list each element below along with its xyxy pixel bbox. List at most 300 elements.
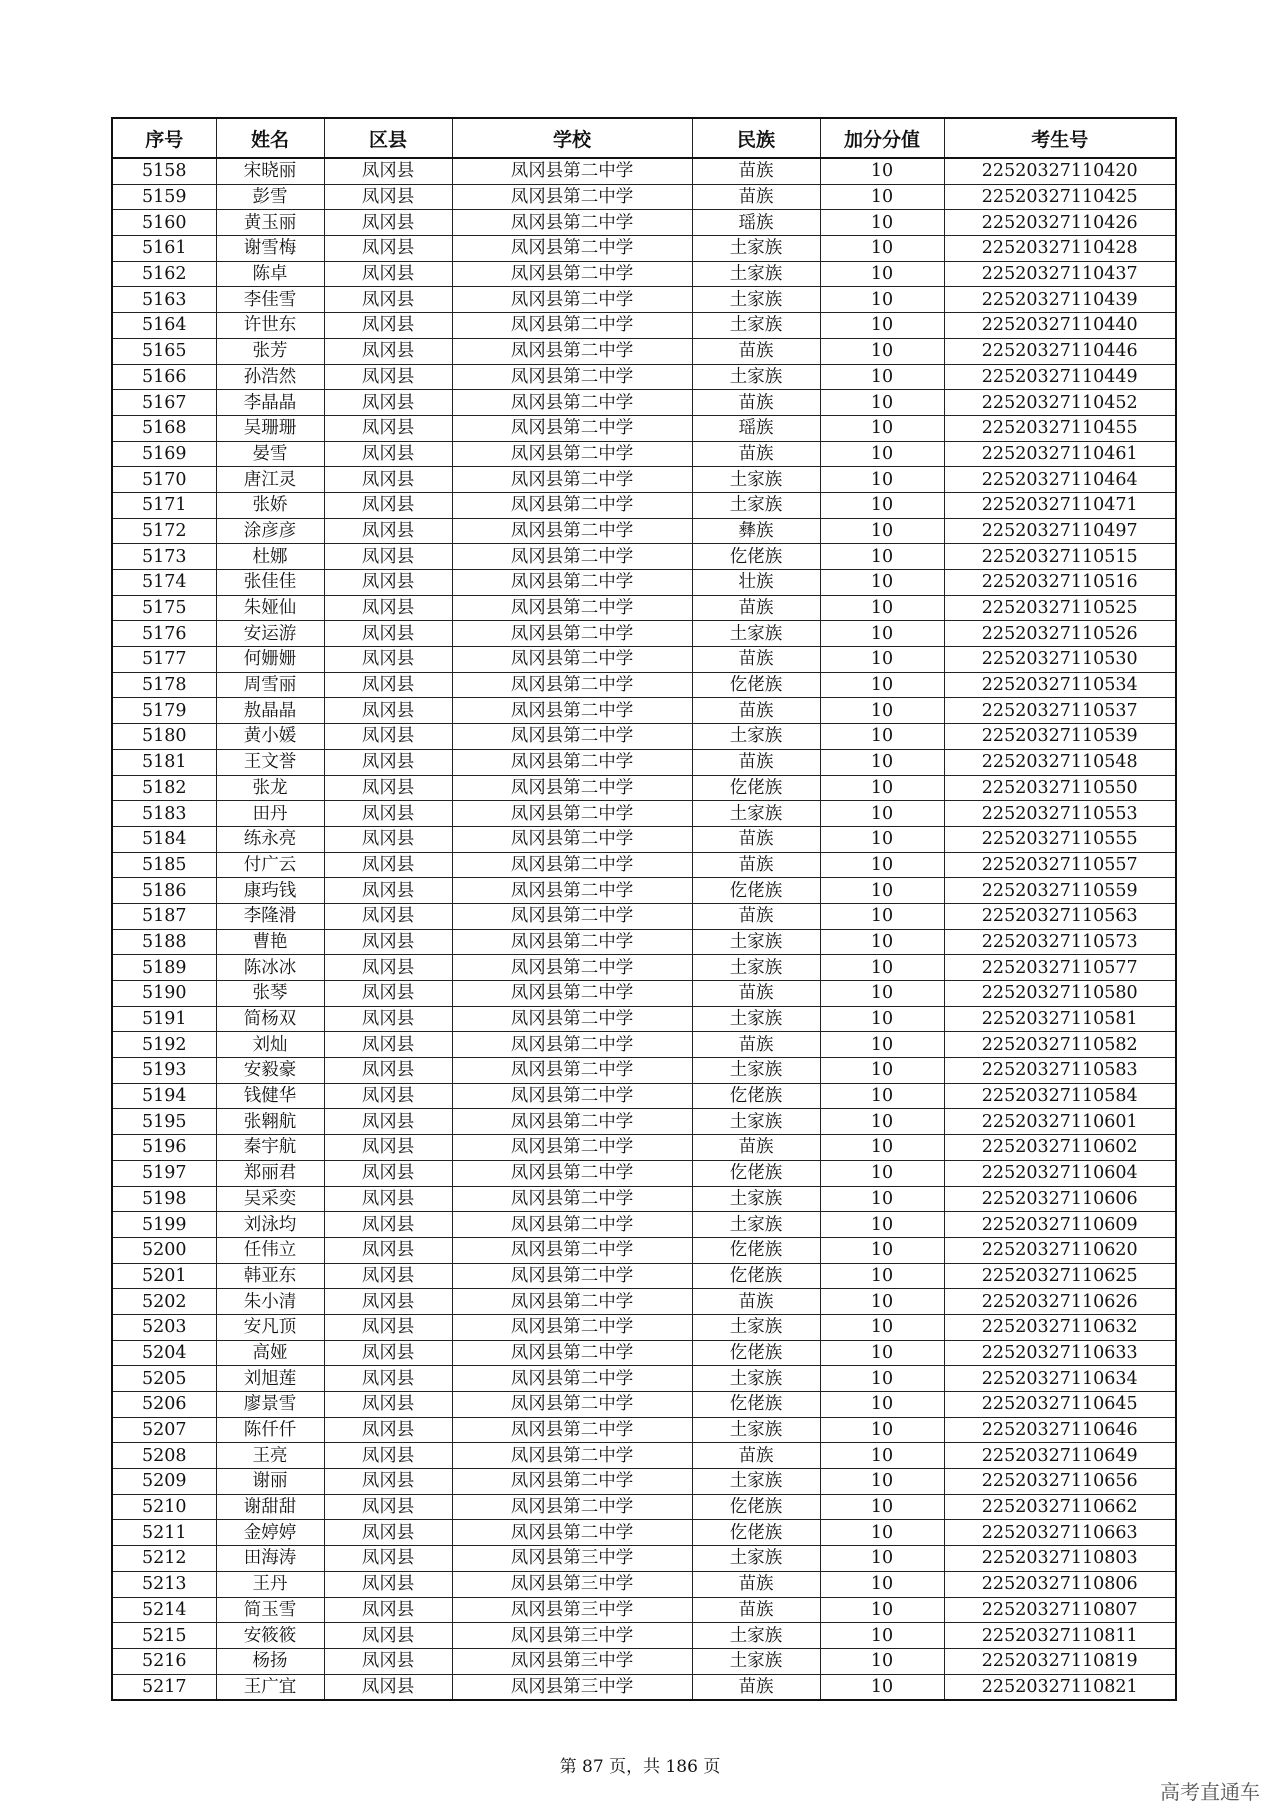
cell-candidate-id: 22520327110425	[944, 184, 1176, 210]
cell-bonus-points: 10	[820, 1520, 944, 1546]
cell-school: 凤冈县第二中学	[452, 236, 692, 262]
cell-candidate-id: 22520327110606	[944, 1186, 1176, 1212]
cell-index: 5166	[112, 364, 216, 390]
cell-bonus-points: 10	[820, 826, 944, 852]
cell-name: 任伟立	[216, 1237, 324, 1263]
cell-name: 曹艳	[216, 929, 324, 955]
cell-school: 凤冈县第二中学	[452, 390, 692, 416]
table-row	[112, 1417, 1176, 1443]
cell-index: 5169	[112, 441, 216, 467]
cell-index: 5204	[112, 1340, 216, 1366]
cell-ethnicity: 土家族	[692, 313, 820, 339]
cell-bonus-points: 10	[820, 390, 944, 416]
cell-index: 5201	[112, 1263, 216, 1289]
cell-school: 凤冈县第二中学	[452, 1520, 692, 1546]
cell-school: 凤冈县第二中学	[452, 775, 692, 801]
cell-county: 凤冈县	[324, 981, 452, 1007]
table-row	[112, 570, 1176, 596]
cell-candidate-id: 22520327110584	[944, 1083, 1176, 1109]
cell-index: 5190	[112, 981, 216, 1007]
cell-name: 王文誉	[216, 749, 324, 775]
cell-county: 凤冈县	[324, 1443, 452, 1469]
cell-candidate-id: 22520327110577	[944, 955, 1176, 981]
cell-school: 凤冈县第二中学	[452, 1160, 692, 1186]
cell-ethnicity: 土家族	[692, 929, 820, 955]
cell-school: 凤冈县第二中学	[452, 492, 692, 518]
cell-ethnicity: 苗族	[692, 441, 820, 467]
cell-school: 凤冈县第三中学	[452, 1648, 692, 1674]
cell-ethnicity: 仡佬族	[692, 1237, 820, 1263]
table-row	[112, 698, 1176, 724]
cell-county: 凤冈县	[324, 570, 452, 596]
cell-name: 练永亮	[216, 826, 324, 852]
cell-index: 5180	[112, 724, 216, 750]
cell-bonus-points: 10	[820, 621, 944, 647]
cell-candidate-id: 22520327110803	[944, 1546, 1176, 1572]
cell-candidate-id: 22520327110553	[944, 801, 1176, 827]
cell-school: 凤冈县第二中学	[452, 672, 692, 698]
cell-index: 5173	[112, 544, 216, 570]
cell-county: 凤冈县	[324, 236, 452, 262]
cell-name: 钱健华	[216, 1083, 324, 1109]
table-row	[112, 1366, 1176, 1392]
table-row	[112, 1058, 1176, 1084]
cell-bonus-points: 10	[820, 1648, 944, 1674]
cell-candidate-id: 22520327110449	[944, 364, 1176, 390]
cell-bonus-points: 10	[820, 1006, 944, 1032]
cell-ethnicity: 土家族	[692, 1546, 820, 1572]
cell-candidate-id: 22520327110620	[944, 1237, 1176, 1263]
cell-index: 5192	[112, 1032, 216, 1058]
cell-name: 刘旭莲	[216, 1366, 324, 1392]
cell-index: 5191	[112, 1006, 216, 1032]
cell-name: 张娇	[216, 492, 324, 518]
cell-candidate-id: 22520327110663	[944, 1520, 1176, 1546]
cell-county: 凤冈县	[324, 1289, 452, 1315]
cell-name: 张琴	[216, 981, 324, 1007]
cell-name: 李晶晶	[216, 390, 324, 416]
table-row	[112, 415, 1176, 441]
cell-bonus-points: 10	[820, 1597, 944, 1623]
cell-candidate-id: 22520327110609	[944, 1212, 1176, 1238]
cell-school: 凤冈县第二中学	[452, 1263, 692, 1289]
cell-bonus-points: 10	[820, 210, 944, 236]
cell-school: 凤冈县第二中学	[452, 441, 692, 467]
cell-index: 5159	[112, 184, 216, 210]
cell-bonus-points: 10	[820, 1494, 944, 1520]
cell-name: 晏雪	[216, 441, 324, 467]
table-row	[112, 338, 1176, 364]
cell-name: 秦宇航	[216, 1135, 324, 1161]
cell-school: 凤冈县第二中学	[452, 518, 692, 544]
cell-county: 凤冈县	[324, 749, 452, 775]
table-row	[112, 903, 1176, 929]
cell-ethnicity: 苗族	[692, 981, 820, 1007]
cell-name: 吴珊珊	[216, 415, 324, 441]
cell-candidate-id: 22520327110550	[944, 775, 1176, 801]
cell-index: 5217	[112, 1674, 216, 1700]
cell-candidate-id: 22520327110557	[944, 852, 1176, 878]
cell-school: 凤冈县第二中学	[452, 261, 692, 287]
cell-ethnicity: 苗族	[692, 647, 820, 673]
cell-index: 5196	[112, 1135, 216, 1161]
cell-school: 凤冈县第二中学	[452, 338, 692, 364]
cell-candidate-id: 22520327110437	[944, 261, 1176, 287]
table-row	[112, 749, 1176, 775]
cell-index: 5200	[112, 1237, 216, 1263]
cell-school: 凤冈县第二中学	[452, 570, 692, 596]
cell-name: 王丹	[216, 1571, 324, 1597]
table-row	[112, 1083, 1176, 1109]
table-row	[112, 1623, 1176, 1649]
cell-name: 谢甜甜	[216, 1494, 324, 1520]
cell-county: 凤冈县	[324, 852, 452, 878]
cell-county: 凤冈县	[324, 903, 452, 929]
header-bonus-points: 加分分值	[820, 118, 944, 158]
cell-school: 凤冈县第二中学	[452, 1443, 692, 1469]
cell-bonus-points: 10	[820, 184, 944, 210]
header-index: 序号	[112, 118, 216, 158]
cell-index: 5197	[112, 1160, 216, 1186]
cell-school: 凤冈县第二中学	[452, 1314, 692, 1340]
cell-index: 5178	[112, 672, 216, 698]
cell-county: 凤冈县	[324, 878, 452, 904]
cell-school: 凤冈县第二中学	[452, 364, 692, 390]
cell-school: 凤冈县第二中学	[452, 698, 692, 724]
cell-index: 5189	[112, 955, 216, 981]
page-number: 第 87 页，共 186 页	[559, 1757, 721, 1777]
cell-index: 5175	[112, 595, 216, 621]
cell-county: 凤冈县	[324, 492, 452, 518]
cell-index: 5176	[112, 621, 216, 647]
table-body	[112, 158, 1176, 1700]
cell-school: 凤冈县第二中学	[452, 1212, 692, 1238]
cell-county: 凤冈县	[324, 184, 452, 210]
cell-ethnicity: 苗族	[692, 158, 820, 184]
cell-name: 吴采奕	[216, 1186, 324, 1212]
cell-bonus-points: 10	[820, 1058, 944, 1084]
cell-index: 5172	[112, 518, 216, 544]
table-row	[112, 1597, 1176, 1623]
cell-name: 何姗姗	[216, 647, 324, 673]
cell-county: 凤冈县	[324, 1160, 452, 1186]
cell-candidate-id: 22520327110649	[944, 1443, 1176, 1469]
cell-county: 凤冈县	[324, 544, 452, 570]
cell-school: 凤冈县第二中学	[452, 210, 692, 236]
cell-index: 5210	[112, 1494, 216, 1520]
table-row	[112, 210, 1176, 236]
cell-bonus-points: 10	[820, 1032, 944, 1058]
cell-candidate-id: 22520327110645	[944, 1392, 1176, 1418]
cell-school: 凤冈县第二中学	[452, 415, 692, 441]
cell-bonus-points: 10	[820, 1443, 944, 1469]
cell-ethnicity: 苗族	[692, 1597, 820, 1623]
cell-bonus-points: 10	[820, 801, 944, 827]
cell-candidate-id: 22520327110548	[944, 749, 1176, 775]
cell-ethnicity: 苗族	[692, 1032, 820, 1058]
cell-bonus-points: 10	[820, 1160, 944, 1186]
cell-name: 张龙	[216, 775, 324, 801]
cell-index: 5183	[112, 801, 216, 827]
cell-ethnicity: 仡佬族	[692, 878, 820, 904]
cell-school: 凤冈县第二中学	[452, 1237, 692, 1263]
cell-name: 李佳雪	[216, 287, 324, 313]
cell-bonus-points: 10	[820, 236, 944, 262]
cell-ethnicity: 土家族	[692, 1623, 820, 1649]
cell-bonus-points: 10	[820, 1340, 944, 1366]
cell-candidate-id: 22520327110662	[944, 1494, 1176, 1520]
cell-ethnicity: 仡佬族	[692, 1160, 820, 1186]
cell-county: 凤冈县	[324, 595, 452, 621]
cell-index: 5179	[112, 698, 216, 724]
cell-county: 凤冈县	[324, 287, 452, 313]
cell-school: 凤冈县第二中学	[452, 595, 692, 621]
cell-index: 5163	[112, 287, 216, 313]
cell-ethnicity: 仡佬族	[692, 672, 820, 698]
cell-candidate-id: 22520327110625	[944, 1263, 1176, 1289]
cell-school: 凤冈县第三中学	[452, 1597, 692, 1623]
cell-county: 凤冈县	[324, 1366, 452, 1392]
cell-bonus-points: 10	[820, 878, 944, 904]
table-row	[112, 724, 1176, 750]
cell-county: 凤冈县	[324, 929, 452, 955]
cell-bonus-points: 10	[820, 1314, 944, 1340]
cell-ethnicity: 土家族	[692, 1469, 820, 1495]
cell-name: 孙浩然	[216, 364, 324, 390]
cell-bonus-points: 10	[820, 955, 944, 981]
cell-county: 凤冈县	[324, 518, 452, 544]
cell-name: 谢丽	[216, 1469, 324, 1495]
cell-bonus-points: 10	[820, 1546, 944, 1572]
cell-index: 5212	[112, 1546, 216, 1572]
cell-bonus-points: 10	[820, 1263, 944, 1289]
header-candidate-id: 考生号	[944, 118, 1176, 158]
cell-school: 凤冈县第二中学	[452, 1109, 692, 1135]
cell-ethnicity: 仡佬族	[692, 1392, 820, 1418]
cell-candidate-id: 22520327110601	[944, 1109, 1176, 1135]
cell-bonus-points: 10	[820, 595, 944, 621]
cell-index: 5207	[112, 1417, 216, 1443]
cell-ethnicity: 仡佬族	[692, 544, 820, 570]
cell-county: 凤冈县	[324, 1597, 452, 1623]
cell-name: 朱娅仙	[216, 595, 324, 621]
cell-index: 5208	[112, 1443, 216, 1469]
cell-name: 宋晓丽	[216, 158, 324, 184]
cell-bonus-points: 10	[820, 338, 944, 364]
cell-school: 凤冈县第二中学	[452, 467, 692, 493]
cell-ethnicity: 苗族	[692, 1674, 820, 1700]
cell-ethnicity: 苗族	[692, 1135, 820, 1161]
cell-name: 安毅豪	[216, 1058, 324, 1084]
cell-ethnicity: 苗族	[692, 852, 820, 878]
cell-ethnicity: 土家族	[692, 287, 820, 313]
cell-school: 凤冈县第二中学	[452, 955, 692, 981]
cell-school: 凤冈县第二中学	[452, 801, 692, 827]
cell-bonus-points: 10	[820, 852, 944, 878]
cell-county: 凤冈县	[324, 672, 452, 698]
table-row	[112, 621, 1176, 647]
cell-candidate-id: 22520327110471	[944, 492, 1176, 518]
table-row	[112, 518, 1176, 544]
cell-ethnicity: 土家族	[692, 1006, 820, 1032]
table-row	[112, 1006, 1176, 1032]
table-row	[112, 1571, 1176, 1597]
cell-candidate-id: 22520327110455	[944, 415, 1176, 441]
cell-county: 凤冈县	[324, 467, 452, 493]
cell-index: 5206	[112, 1392, 216, 1418]
cell-name: 简玉雪	[216, 1597, 324, 1623]
cell-index: 5202	[112, 1289, 216, 1315]
cell-name: 黄小媛	[216, 724, 324, 750]
cell-name: 王广宜	[216, 1674, 324, 1700]
cell-county: 凤冈县	[324, 261, 452, 287]
candidate-table	[111, 117, 1177, 1701]
cell-index: 5215	[112, 1623, 216, 1649]
cell-county: 凤冈县	[324, 441, 452, 467]
cell-index: 5199	[112, 1212, 216, 1238]
cell-bonus-points: 10	[820, 467, 944, 493]
cell-bonus-points: 10	[820, 724, 944, 750]
cell-bonus-points: 10	[820, 287, 944, 313]
cell-bonus-points: 10	[820, 929, 944, 955]
watermark: 高考直通车	[1160, 1780, 1260, 1804]
cell-county: 凤冈县	[324, 1006, 452, 1032]
cell-school: 凤冈县第二中学	[452, 878, 692, 904]
cell-name: 韩亚东	[216, 1263, 324, 1289]
cell-county: 凤冈县	[324, 1135, 452, 1161]
table-row	[112, 184, 1176, 210]
cell-candidate-id: 22520327110526	[944, 621, 1176, 647]
cell-school: 凤冈县第二中学	[452, 647, 692, 673]
table-row	[112, 929, 1176, 955]
cell-name: 张佳佳	[216, 570, 324, 596]
cell-school: 凤冈县第二中学	[452, 1366, 692, 1392]
cell-candidate-id: 22520327110537	[944, 698, 1176, 724]
cell-bonus-points: 10	[820, 749, 944, 775]
cell-ethnicity: 土家族	[692, 364, 820, 390]
cell-ethnicity: 苗族	[692, 698, 820, 724]
cell-candidate-id: 22520327110582	[944, 1032, 1176, 1058]
cell-school: 凤冈县第二中学	[452, 158, 692, 184]
cell-bonus-points: 10	[820, 544, 944, 570]
table-row	[112, 1135, 1176, 1161]
cell-index: 5214	[112, 1597, 216, 1623]
cell-name: 郑丽君	[216, 1160, 324, 1186]
cell-index: 5165	[112, 338, 216, 364]
cell-name: 付广云	[216, 852, 324, 878]
table-row	[112, 595, 1176, 621]
header-county: 区县	[324, 118, 452, 158]
cell-bonus-points: 10	[820, 261, 944, 287]
cell-candidate-id: 22520327110559	[944, 878, 1176, 904]
table-row	[112, 1648, 1176, 1674]
cell-candidate-id: 22520327110464	[944, 467, 1176, 493]
cell-name: 安凡顶	[216, 1314, 324, 1340]
cell-bonus-points: 10	[820, 981, 944, 1007]
cell-bonus-points: 10	[820, 1186, 944, 1212]
cell-name: 谢雪梅	[216, 236, 324, 262]
header-row	[112, 118, 1176, 158]
cell-name: 陈卓	[216, 261, 324, 287]
cell-candidate-id: 22520327110580	[944, 981, 1176, 1007]
cell-candidate-id: 22520327110530	[944, 647, 1176, 673]
cell-school: 凤冈县第二中学	[452, 287, 692, 313]
cell-county: 凤冈县	[324, 415, 452, 441]
cell-index: 5185	[112, 852, 216, 878]
cell-index: 5170	[112, 467, 216, 493]
table-row	[112, 852, 1176, 878]
cell-name: 高娅	[216, 1340, 324, 1366]
cell-school: 凤冈县第二中学	[452, 929, 692, 955]
cell-county: 凤冈县	[324, 1648, 452, 1674]
cell-school: 凤冈县第三中学	[452, 1546, 692, 1572]
cell-ethnicity: 苗族	[692, 903, 820, 929]
table-row	[112, 544, 1176, 570]
cell-candidate-id: 22520327110439	[944, 287, 1176, 313]
cell-school: 凤冈县第三中学	[452, 1623, 692, 1649]
cell-ethnicity: 仡佬族	[692, 1083, 820, 1109]
table-header	[112, 118, 1176, 158]
cell-index: 5162	[112, 261, 216, 287]
cell-ethnicity: 彝族	[692, 518, 820, 544]
cell-candidate-id: 22520327110821	[944, 1674, 1176, 1700]
cell-ethnicity: 苗族	[692, 1289, 820, 1315]
cell-county: 凤冈县	[324, 647, 452, 673]
cell-school: 凤冈县第二中学	[452, 621, 692, 647]
table-row	[112, 441, 1176, 467]
cell-bonus-points: 10	[820, 1135, 944, 1161]
cell-bonus-points: 10	[820, 492, 944, 518]
cell-ethnicity: 苗族	[692, 826, 820, 852]
cell-ethnicity: 土家族	[692, 955, 820, 981]
cell-county: 凤冈县	[324, 1520, 452, 1546]
table-row	[112, 1212, 1176, 1238]
cell-candidate-id: 22520327110497	[944, 518, 1176, 544]
table-row	[112, 1443, 1176, 1469]
cell-candidate-id: 22520327110426	[944, 210, 1176, 236]
cell-name: 敖晶晶	[216, 698, 324, 724]
cell-county: 凤冈县	[324, 364, 452, 390]
cell-county: 凤冈县	[324, 826, 452, 852]
cell-candidate-id: 22520327110461	[944, 441, 1176, 467]
table-row	[112, 261, 1176, 287]
cell-candidate-id: 22520327110515	[944, 544, 1176, 570]
header-name: 姓名	[216, 118, 324, 158]
table-row	[112, 1392, 1176, 1418]
cell-index: 5158	[112, 158, 216, 184]
cell-county: 凤冈县	[324, 1058, 452, 1084]
cell-index: 5168	[112, 415, 216, 441]
cell-candidate-id: 22520327110806	[944, 1571, 1176, 1597]
cell-index: 5213	[112, 1571, 216, 1597]
cell-candidate-id: 22520327110633	[944, 1340, 1176, 1366]
cell-ethnicity: 苗族	[692, 749, 820, 775]
cell-ethnicity: 土家族	[692, 724, 820, 750]
cell-school: 凤冈县第二中学	[452, 1032, 692, 1058]
cell-candidate-id: 22520327110420	[944, 158, 1176, 184]
cell-bonus-points: 10	[820, 1417, 944, 1443]
cell-name: 李隆滑	[216, 903, 324, 929]
cell-school: 凤冈县第二中学	[452, 1186, 692, 1212]
cell-bonus-points: 10	[820, 1571, 944, 1597]
cell-school: 凤冈县第二中学	[452, 1006, 692, 1032]
cell-index: 5171	[112, 492, 216, 518]
cell-ethnicity: 苗族	[692, 338, 820, 364]
cell-county: 凤冈县	[324, 724, 452, 750]
table-row	[112, 313, 1176, 339]
cell-index: 5203	[112, 1314, 216, 1340]
cell-bonus-points: 10	[820, 903, 944, 929]
